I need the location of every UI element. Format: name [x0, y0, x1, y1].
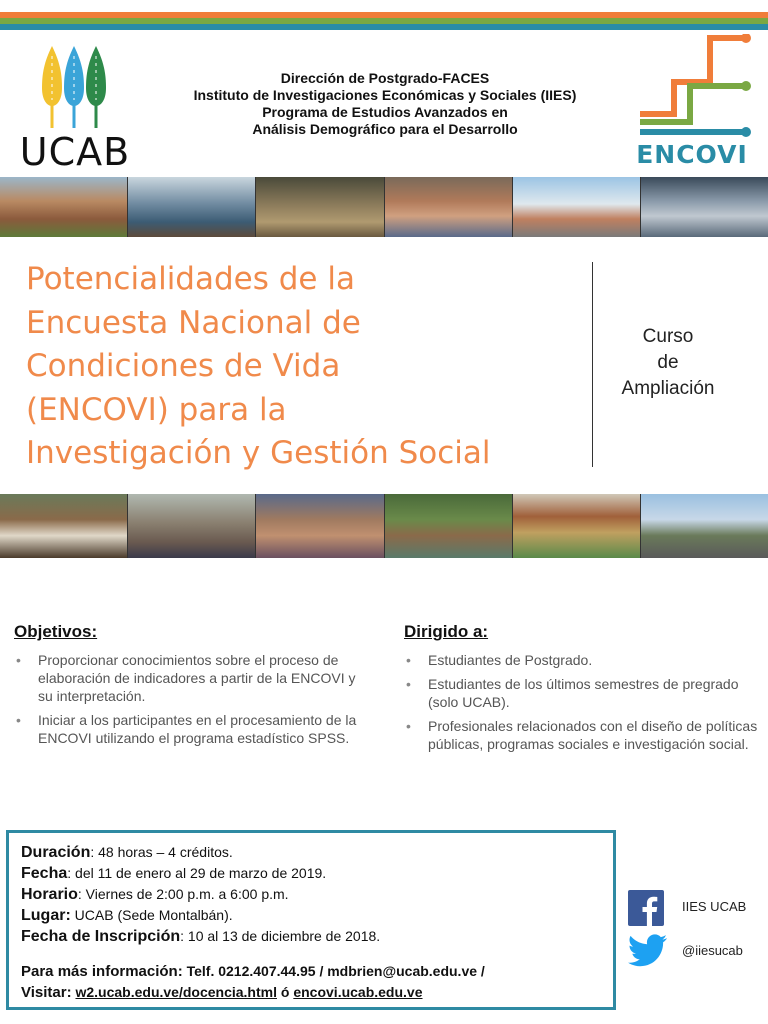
list-item: • Profesionales relacionados con el diseño de políticas públicas, programas sociales e investigación social.: [404, 717, 766, 753]
divider-vertical: [592, 262, 593, 467]
photo-food-products: [513, 494, 641, 558]
info-horario: [21, 884, 601, 905]
info-lugar: [21, 905, 601, 926]
encovi-link[interactable]: encovi.ucab.edu.ve: [293, 984, 423, 1000]
encovi-emblem: [634, 34, 754, 140]
course-type-line: Curso: [642, 326, 694, 347]
twitter-entry[interactable]: [628, 934, 768, 970]
title-line: Investigación y Gestión Social: [26, 435, 491, 471]
photo-children-group: [385, 177, 513, 237]
title-line: (ENCOVI) para la: [26, 391, 287, 428]
course-title: [26, 258, 586, 476]
photo-building: [513, 177, 641, 237]
info-contact: [21, 961, 601, 1003]
title-line: Encuesta Nacional de: [26, 304, 361, 341]
ucab-logo: [14, 44, 136, 176]
horario-label: Horario: [21, 886, 78, 903]
info-duracion: [21, 842, 601, 863]
facebook-label: IIES UCAB: [682, 899, 747, 914]
header-line: Análisis Demográfico para el Desarrollo: [252, 121, 518, 137]
link-conjunction: ó: [277, 984, 294, 1000]
docencia-link[interactable]: w2.ucab.edu.ve/docencia.html: [75, 984, 277, 1000]
objetivos-list: [14, 651, 374, 753]
horario-value: : Viernes de 2:00 p.m. a 6:00 p.m.: [77, 886, 289, 902]
twitter-label: @iiesucab: [682, 943, 743, 958]
photo-elderly-women: [256, 494, 384, 558]
header-line: Programa de Estudios Avanzados en: [262, 104, 508, 120]
lugar-label: Lugar:: [21, 907, 71, 924]
course-type-line: Ampliación: [621, 378, 715, 399]
photo-canoe-children: [385, 494, 513, 558]
photo-strip-top: [0, 177, 768, 237]
photo-strip-middle: [0, 494, 768, 558]
ucab-logo-text: UCAB: [19, 130, 131, 174]
inscripcion-label: Fecha de Inscripción: [21, 928, 181, 945]
photo-highway-sign: [641, 494, 768, 558]
top-stripes: [0, 0, 768, 30]
title-line: Condiciones de Vida: [26, 348, 341, 384]
header-line: Instituto de Investigaciones Económicas y Sociales (IIES): [193, 87, 577, 103]
encovi-logo: [634, 34, 754, 172]
photo-hillside-houses: [0, 177, 128, 237]
info-visitar: [21, 982, 601, 1003]
inscripcion-value: : 10 al 13 de diciembre de 2018.: [180, 928, 381, 944]
facebook-entry[interactable]: [628, 890, 768, 926]
visitar-label: Visitar:: [21, 984, 72, 1001]
dirigido-list: [404, 651, 766, 759]
lugar-value: UCAB (Sede Montalbán).: [70, 907, 233, 923]
fecha-value: : del 11 de enero al 29 de marzo de 2019.: [67, 865, 327, 881]
photo-market: [256, 177, 384, 237]
photo-classroom: [128, 494, 256, 558]
course-type-line: de: [657, 352, 679, 373]
photo-fishermen: [128, 177, 256, 237]
ucab-emblem: [14, 44, 136, 130]
facebook-icon[interactable]: [628, 890, 664, 926]
header: [0, 30, 768, 177]
list-item: • Estudiantes de Postgrado.: [404, 651, 766, 669]
mas-label: Para más información:: [21, 963, 183, 980]
info-fecha: [21, 863, 601, 884]
header-line: Dirección de Postgrado-FACES: [280, 70, 490, 86]
title-line: Potencialidades de la: [26, 261, 355, 297]
photo-metro-station: [641, 177, 768, 237]
duracion-label: Duración: [21, 844, 91, 861]
info-mas: [21, 961, 601, 982]
objetivos-heading: Objetivos:: [14, 622, 98, 641]
duracion-value: : 48 horas – 4 créditos.: [90, 844, 233, 860]
twitter-icon[interactable]: [628, 934, 668, 968]
course-type: [600, 324, 736, 402]
list-item: • Proporcionar conocimientos sobre el proceso de elaboración de indicadores a partir de la ENCOVI y su interpretación.: [14, 651, 374, 705]
course-info-box: [6, 830, 616, 1010]
institution-header: [140, 70, 630, 138]
info-inscripcion: [21, 926, 601, 947]
dirigido-heading: Dirigido a:: [404, 622, 489, 641]
mas-value: Telf. 0212.407.44.95 / mdbrien@ucab.edu.ve /: [182, 963, 485, 979]
list-item: • Estudiantes de los últimos semestres de pregrado (solo UCAB).: [404, 675, 766, 711]
fecha-label: Fecha: [21, 865, 68, 882]
list-item: • Iniciar a los participantes en el procesamiento de la ENCOVI utilizando el programa estadístico SPSS.: [14, 711, 374, 747]
photo-doctor: [0, 494, 128, 558]
encovi-logo-text: ENCOVI: [636, 140, 748, 169]
